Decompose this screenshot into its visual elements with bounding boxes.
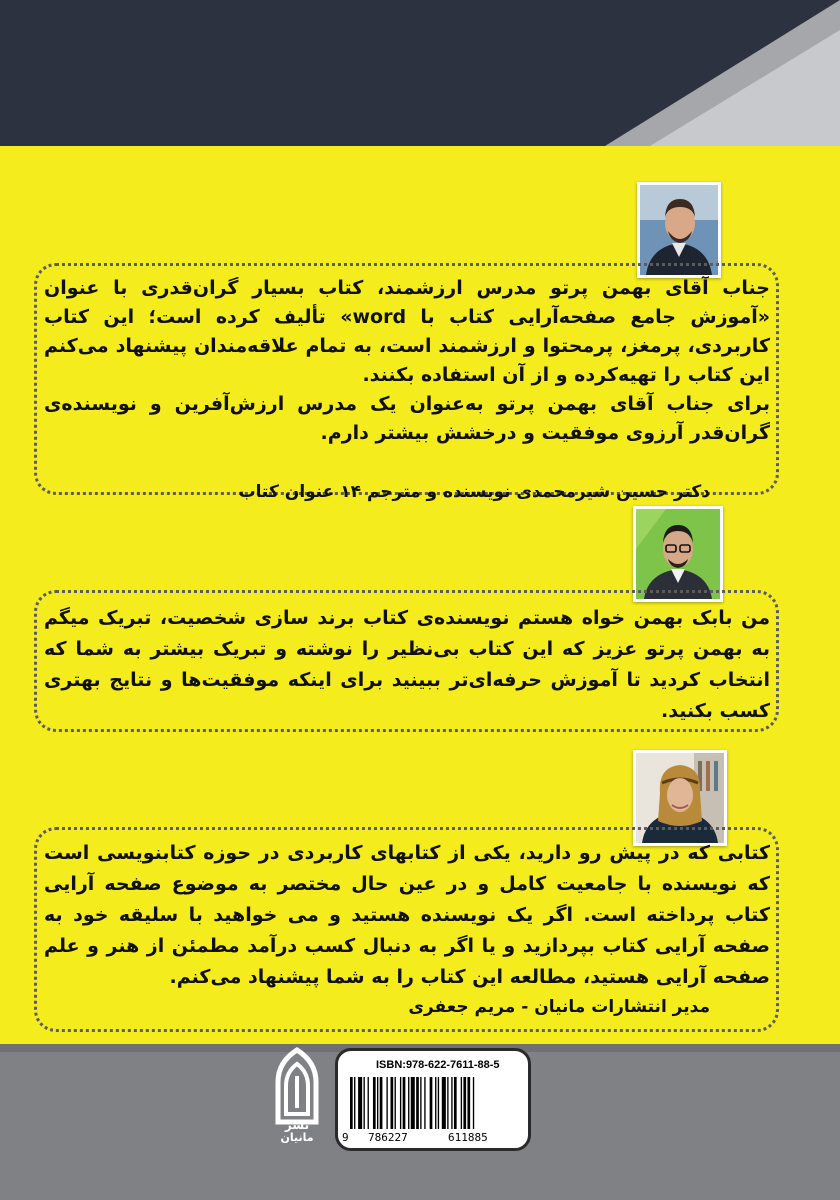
barcode-bar — [364, 1077, 365, 1129]
testimonial-1-text — [44, 274, 770, 448]
barcode-bar — [438, 1077, 439, 1129]
barcode-bar — [386, 1077, 387, 1129]
top-band — [0, 0, 840, 146]
barcode-digits-right: 611885 — [448, 1131, 488, 1144]
barcode-bar — [377, 1077, 378, 1129]
testimonial-3-text — [44, 838, 770, 993]
testimonial-1-signature: دکتر حسین شیرمحمدی نویسنده و مترجم ۱۴ عنوان کتاب — [238, 482, 710, 502]
barcode-digits-left: 786227 — [368, 1131, 408, 1144]
barcode-bar — [408, 1077, 409, 1129]
barcode-bar — [442, 1077, 446, 1129]
barcode-bar — [403, 1077, 406, 1129]
barcode-bar — [424, 1077, 425, 1129]
barcode-bar — [467, 1077, 470, 1129]
barcode-bar — [454, 1077, 457, 1129]
barcode-bar — [435, 1077, 436, 1129]
barcode-bar — [416, 1077, 419, 1129]
testimonial-2-text — [44, 603, 770, 727]
barcode-bar — [411, 1077, 415, 1129]
decorative-triangle-light — [650, 30, 840, 146]
testimonial-1-paragraph-1: جناب آقای بهمن پرتو مدرس ارزشمند، کتاب بسیار گران‌قدری با عنوان «آموزش جامع صفحه‌آرایی کتاب با word» تألیف کرده است؛ این کتاب کاربردی، پرمغز، پرمحتوا و ارزشمند است، به تمام علاقه‌مندان پیشنهاد می‌کنم این کتاب را تهیه‌کرده و از آن استفاده بکنند. — [44, 277, 770, 386]
testimonial-3-signature: مدیر انتشارات مانیان - مریم جعفری — [408, 997, 710, 1017]
publisher-name-line2: مانیان — [280, 1131, 314, 1144]
barcode-bar — [473, 1077, 474, 1129]
barcode-bars — [348, 1077, 521, 1129]
man-glasses-portrait-photo — [633, 506, 723, 602]
barcode-bar — [430, 1077, 433, 1129]
isbn-text: ISBN:978-622-7611-88-5 — [376, 1059, 500, 1071]
barcode-bar — [380, 1077, 383, 1129]
barcode-bar — [447, 1077, 448, 1129]
barcode-digit-first: 9 — [342, 1131, 349, 1144]
testimonial-2-paragraph-1: من بابک بهمن خواه هستم نویسنده‌ی کتاب برند سازی شخصیت، تبریک میگم به بهمن پرتو عزیز که این کتاب بی‌نظیر را نوشته و تبریک بیشتر به شما که انتخاب کردید تا آموزش حرفه‌ای‌تر ببینید برای اینکه موفقیت‌ها و نتایج بهتری کسب بکنید. — [44, 607, 770, 722]
barcode-bar — [461, 1077, 462, 1129]
barcode-label — [335, 1048, 531, 1151]
barcode-bar — [420, 1077, 421, 1129]
barcode-bar — [400, 1077, 401, 1129]
barcode-bar — [368, 1077, 369, 1129]
barcode-bar — [350, 1077, 353, 1129]
barcode-bar — [463, 1077, 466, 1129]
publisher-name-line1: نشر — [284, 1118, 310, 1132]
barcode-bar — [354, 1077, 355, 1129]
barcode-bar — [373, 1077, 376, 1129]
barcode-bar — [391, 1077, 394, 1129]
testimonial-1-paragraph-2: برای جناب آقای بهمن پرتو به‌عنوان یک مدرس ارزش‌آفرین و نویسنده‌ی گران‌قدر آرزوی موفقیت و درخشش بیشتر دارم. — [44, 393, 770, 444]
testimonial-3-paragraph-1: کتابی که در پیش رو دارید، یکی از کتابهای کاربردی در حوزه کتابنویسی است که نویسنده با جامعیت کامل و در عین حال مختصر به موضوع صفحه آرایی کتاب پرداخته است. اگر یک نویسنده هستید و می خواهید با سلیقه خود به صفحه آرایی کتاب بپردازید و یا اگر به دنبال کسب درآمد مطمئن از هنر و علم صفحه آرایی هستید، مطالعه این کتاب را به شما پیشنهاد می‌کنم. — [44, 842, 770, 988]
barcode-bar — [451, 1077, 452, 1129]
barcode-bar — [395, 1077, 396, 1129]
barcode-bar — [358, 1077, 362, 1129]
